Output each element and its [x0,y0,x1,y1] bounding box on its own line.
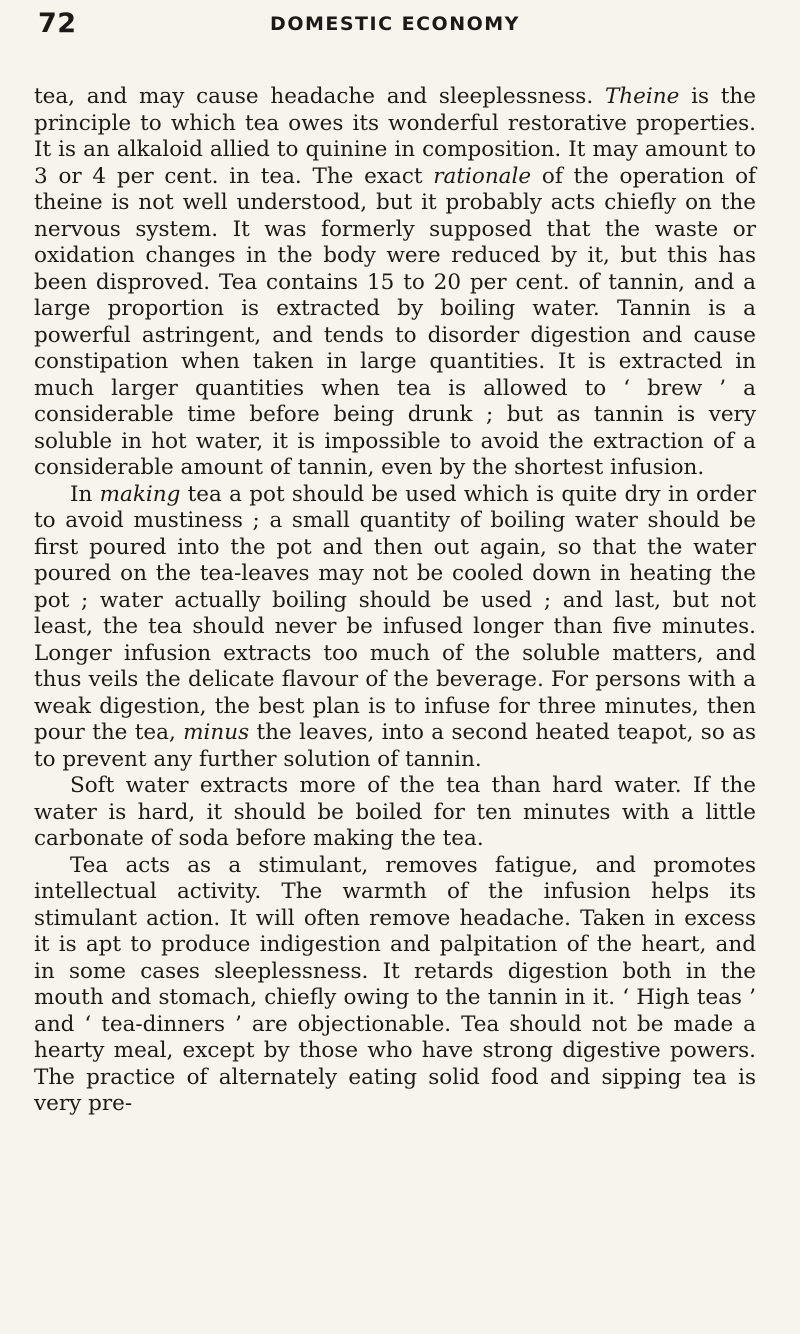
running-title: DOMESTIC ECONOMY [270,13,520,35]
italic-term-rationale: rationale [433,163,532,189]
italic-term-minus: minus [183,720,250,745]
italic-term-making: making [99,481,181,507]
paragraph-3 [34,773,756,853]
running-head [34,8,756,44]
text-segment: tea, and may cause headache and sleeplessness. [34,84,605,109]
italic-term-theine: Theine [604,84,680,109]
text-segment: is the principle to which tea owes its wonderful restorative properties. It is an alkaloid allied to quinine in composition. It may amount to 3 or 4 per cent. in tea. The exact [34,84,756,189]
page-number: 72 [38,8,77,39]
text-segment: In [70,481,100,507]
paragraph-4 [34,853,756,1118]
body-text [34,84,756,1118]
text-segment: Soft water extracts more of the tea than hard water. If the water is hard, it should be boiled for ten minutes with a little carbonate of soda before making the tea. [34,773,756,851]
paragraph-1 [34,84,756,482]
text-segment: the leaves, into a second heated teapot, so as to prevent any further solution of tannin. [34,720,756,772]
paragraph-2 [34,482,756,774]
text-segment: of the operation of theine is not well understood, but it probably acts chiefly on the nervous system. It was formerly supposed that the waste or oxidation changes in the body were reduced by it, but this has been disproved. Tea contains 15 to 20 per cent. of tannin, and a large proportion is extracted by boiling water. Tannin is a powerful astringent, and tends to disorder digestion and cause constipation when taken in large quantities. It is extracted in much larger quantities when tea is allowed to ‘ brew ’ a considerable time before being drunk ; but as tannin is very soluble in hot water, it is impossible to avoid the extraction of a considerable amount of tannin, even by the shortest infusion. [34,163,757,480]
text-segment: Tea acts as a stimulant, removes fatigue, and promotes intellectual activity. The warmth of the infusion helps its stimulant action. It will often remove headache. Taken in excess it is apt to produce indigestion and palpitation of the heart, and in some cases sleeplessness. It retards digestion both in the mouth and stomach, chiefly owing to the tannin in it. ‘ High teas ’ and ‘ tea-dinners ’ are objectionable. Tea should not be made a hearty meal, except by those who have strong digestive powers. The practice of alternately eating solid food and sipping tea is very pre- [34,852,756,1116]
text-segment: tea a pot should be used which is quite dry in order to avoid mustiness ; a small quantity of boiling water should be first poured into the pot and then out again, so that the water poured on the tea-leaves may not be cooled down in heating the pot ; water actually boiling should be used ; and last, but not least, the tea should never be infused longer than five minutes. Longer infusion extracts too much of the soluble matters, and thus veils the delicate flavour of the beverage. For persons with a weak digestion, the best plan is to infuse for three minutes, then pour the tea, [34,481,756,745]
